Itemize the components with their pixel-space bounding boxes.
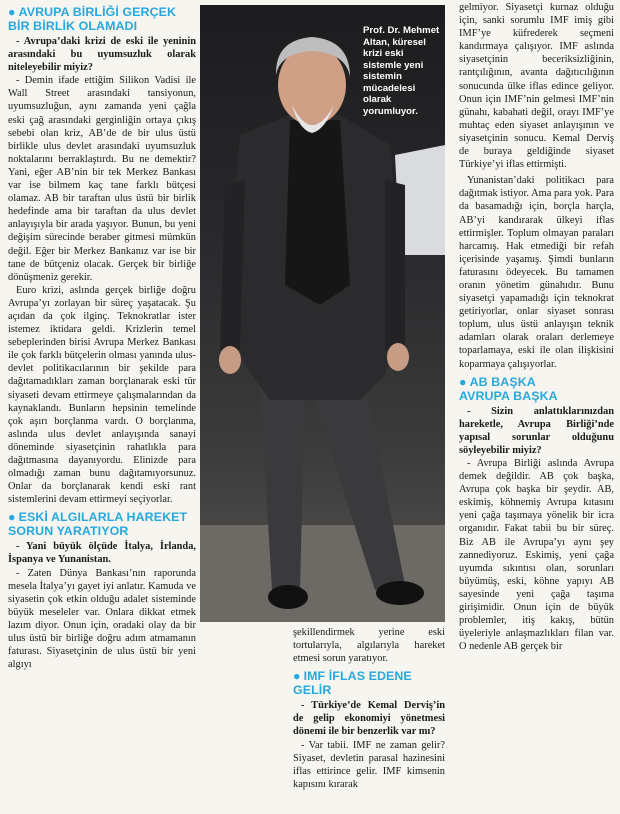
portrait-photo — [200, 5, 445, 622]
answer-paragraph: - Demin ifade ettiğim Silikon Vadisi ile Wall Street arasındaki tansiyonun, uyumsuzluğun, aynı zamanda yeni çağla eski çağ arasındaki gerginliğin ortaya çıkış sebebi olan kriz, AB’de de bir ulus üstü birlikle ulus devlet arasındaki uyumsuzluk noktalarını berraklaştırdı. Bu ne demektir? Yani, eğer AB’nin bir tek Merkez Bankası var ise bilmem kaç tane farklı bütçesi olamaz. AB bir taraftan ulus üstü bir birlik hedefinde ama bir taraftan da ulus devlet anlayışıyla bir arada yaşıyor. Bunun, bu yeni değişim sürecinde beraber gitmesi mümkün değil. Eğer bir Merkez Bankanız var ise bir tane de bütçeniz olacak. Gerçek bir birliğe dönüşmeniz gerekir. — [8, 75, 196, 283]
column-middle — [293, 626, 445, 791]
question-1: - Avrupa’daki krizi de eski ile yeninin arasındaki bu uyumsuzluk olarak niteleyebilir miyiz? — [8, 36, 196, 74]
photo-caption: Prof. Dr. Mehmet Altan, küresel krizi eski sistemle yeni sistemin mücadelesi olarak yorumluyor. — [363, 25, 440, 117]
question-2: - Yani büyük ölçüde İtalya, İrlanda, İspanya ve Yunanistan. — [8, 541, 196, 566]
section-heading-imf: ● IMF İFLAS EDENE GELİR — [293, 669, 412, 698]
answer-paragraph: gelmiyor. Siyasetçi kurnaz olduğu için, sanki sorumlu IMF imiş gibi IMF’ye küfrederek seçmeni kandırmaya çalışıyor. IMF aslında siyasetçinin beceriksizliğinin, rantçılığının, avanta dağıtıcılığının sonucunda ülke iflas edince geliyor. Onun için IMF’nin gelmesi IMF’nin günahı, kabahati değil, orayı IMF’ye muhtaç eden siyaset anlayışının ve siyasetçinin sonucu. Kemal Derviş de buraya geldiğinde siyaset Türkiye’yi iflas ettirmişti. — [459, 2, 614, 171]
circle-bullet-icon: ● — [8, 5, 16, 19]
answer-paragraph: şekillendirmek yerine eski tortularıyla, algılarıyla hareket etmesi sorun yaratıyor. — [293, 627, 445, 665]
circle-bullet-icon: ● — [459, 374, 467, 389]
circle-bullet-icon: ● — [8, 510, 16, 525]
column-right — [459, 0, 614, 653]
answer-paragraph: - Var tabii. IMF ne zaman gelir? Siyaset, devletin parasal hazinesini iflas ettirince gelir. IMF kimsenin kapısını kırarak — [293, 739, 445, 790]
answer-paragraph: Yunanistan’daki politikacı para dağıtmak istiyor. Ama para yok. Para da basamadığı için, borçla harçla, AB’yi kandırarak ülkeyi iflas ettirmişler. Toplum olmayan paraları harcamış. Hak etmediği bir refah içerisinde yaşamış. Şimdi bunların faturasını ödeyecek. Bu tamamen oranın yönetim günahıdır. Bunu siyasetçi yapamadığı için teknokrat getiriyorlar, onlar siyaset sonrası toplum, ulus üstü anlayışın teknik adamları olarak oraları derlemeye toparlamaya, eski ile olan ilişkisini koparmaya çalışıyorlar. — [459, 175, 614, 370]
question-4: - Sizin anlattıklarınızdan hareketle, Avrupa Birliği’nde yapısal sorunlar olduğunu söyleyebilir miyiz? — [459, 405, 614, 456]
question-3: - Türkiye’de Kemal Derviş’in de gelip ekonomiyi yönetmesi dönemi ile bir benzerlik var mı? — [293, 700, 445, 738]
circle-bullet-icon: ● — [293, 669, 301, 684]
section-heading-avrupa-birligi: ● AVRUPA BİRLİĞİ GERÇEK BİR BİRLİK OLAMADI — [8, 5, 177, 33]
answer-paragraph: Euro krizi, aslında gerçek birliğe doğru Avrupa’yı zorlayan bir süreç yaşatacak. Şu açıdan da çok ilginç. Teknokratlar ister istemez iktidara geldi. Krizlerin temel sebeplerinden birisi Avrupa Merkez Bankası ile çok farklı bütçelerin olması yanında ulus-devlet politikacılarının bir şekilde para dağıtamadıkları zaman borçlanarak eski tür siyaseti devam ettirmeye çalışmalarından da kaynaklandı. Bunların hepsinin temelinde çok aşırı borçlanma vardı. O borçlanma, aslında ulus devlet anlayışında sanayi döneminde siyasetçinin rahatlıkla para dağıtmasına dayanıyordu. Elinizde para olmadığı zaman bunu dağıtamıyorsunuz. Onlar da borçlanarak kendi eski rant sistemlerini devam ettirmeyi seçiyorlar. — [8, 284, 196, 506]
answer-paragraph: - Zaten Dünya Bankası’nın raporunda mesela İtalya’yı gayet iyi anlatır. Kamuda ve siyasetin çok etkin olduğu adalet sisteminde büyük meseleler var. Onlara dikkat etmek lazım diyor. Onun için, oradaki olay da bir ulus üstü bir birliğe doğru adım atmamanın faturası. Siyasetçinin de ulus üstü bir yeni algıyı — [8, 567, 196, 671]
section-heading-eski-algilar: ● ESKİ ALGILARLA HAREKET SORUN YARATIYOR — [8, 510, 188, 539]
column-left — [8, 0, 196, 671]
section-heading-ab-baska: ● AB BAŞKA AVRUPA BAŞKA — [459, 374, 558, 403]
answer-paragraph: - Avrupa Birliği aslında Avrupa demek değildir. AB çok başka, Avrupa çok başka bir şeydir. AB, eskimiş, köhnemiş Avrupa kıtasını yeni çağa taşımaya yönelik bir icra organıdır. Fakat tabii bu bir süreç. Biz AB ile Avrupa’yı aynı şey zannediyoruz. Eskimiş, yeni çağa uyumda sıkıntısı olan, sorunları büyümüş, eski, köhne yapıyı AB sayesinde yeni çağa taşıma girişimidir. Onun için de büyük problemler, itiş kakış, bütün üyeleriyle anlaşmazlıkları filan var. O nedenle AB gerçek bir — [459, 458, 614, 653]
